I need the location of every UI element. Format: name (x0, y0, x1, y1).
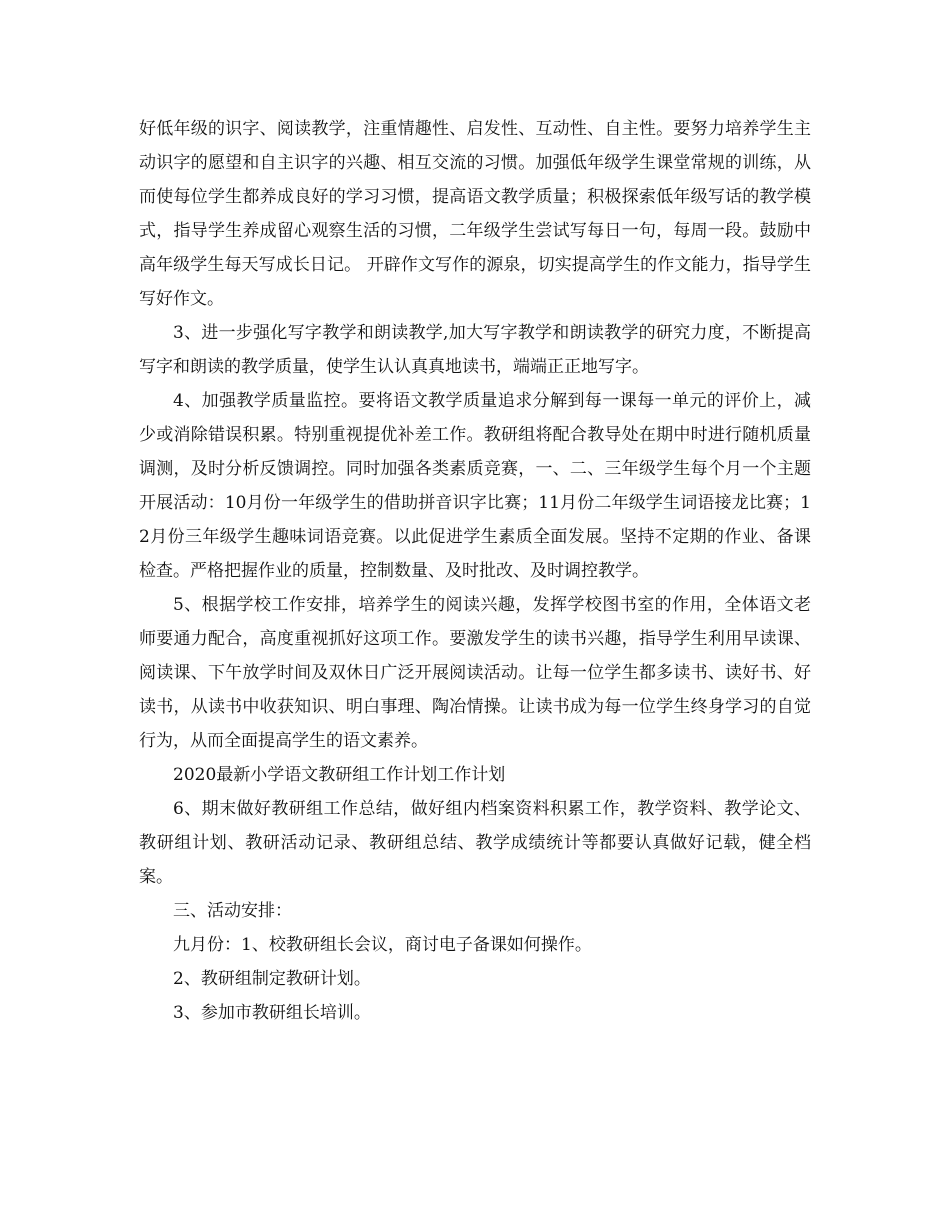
section-heading-activities: 三、活动安排： (173, 901, 292, 921)
paragraph-item-5: 5、根据学校工作安排，培养学生的阅读兴趣，发挥学校图书室的作用，全体语文老师要通力配合，高度重视抓好这项工作。要激发学生的读书兴趣，指导学生利用早读课、阅读课、下午放学时间及双休日广泛开展阅读活动。让每一位学生都多读书、读好书、好读书，从读书中收获知识、明白事理、陶冶情操。让读书成为每一位学生终身学习的自觉行为，从而全面提高学生的语文素养。 (139, 595, 811, 751)
paragraph-item-4: 4、加强教学质量监控。要将语文教学质量追求分解到每一课每一单元的评价上，减少或消除错误积累。特别重视提优补差工作。教研组将配合教导处在期中时进行随机质量调测，及时分析反馈调控。同时加强各类素质竞赛，一、二、三年级学生每个月一个主题开展活动：10月份一年级学生的借助拼音识字比赛；11月份二年级学生词语接龙比赛；12月份三年级学生趣味词语竞赛。以此促进学生素质全面发展。坚持不定期的作业、备课检查。严格把握作业的质量，控制数量、及时批改、及时调控教学。 (139, 391, 811, 581)
activity-september-2: 2、教研组制定教研计划。 (173, 969, 371, 989)
document-body (139, 112, 811, 1030)
activity-september-3: 3、参加市教研组长培训。 (173, 1003, 371, 1023)
paragraph-continuation: 好低年级的识字、阅读教学，注重情趣性、启发性、互动性、自主性。要努力培养学生主动识字的愿望和自主识字的兴趣、相互交流的习惯。加强低年级学生课堂常规的训练，从而使每位学生都养成良好的学习习惯，提高语文教学质量；积极探索低年级写话的教学模式，指导学生养成留心观察生活的习惯，二年级学生尝试写每日一句，每周一段。鼓励中高年级学生每天写成长日记。 开辟作文写作的源泉，切实提高学生的作文能力，指导学生写好作文。 (139, 119, 811, 309)
document-heading-line: 2020最新小学语文教研组工作计划工作计划 (173, 765, 506, 785)
paragraph-item-3: 3、进一步强化写字教学和朗读教学,加大写字教学和朗读教学的研究力度，不断提高写字和朗读的教学质量，使学生认认真真地读书，端端正正地写字。 (139, 323, 811, 377)
activity-september-1: 九月份：1、校教研组长会议，商讨电子备课如何操作。 (173, 935, 592, 955)
paragraph-item-6: 6、期末做好教研组工作总结，做好组内档案资料积累工作，教学资料、教学论文、教研组计划、教研活动记录、教研组总结、教学成绩统计等都要认真做好记载，健全档案。 (139, 799, 811, 887)
